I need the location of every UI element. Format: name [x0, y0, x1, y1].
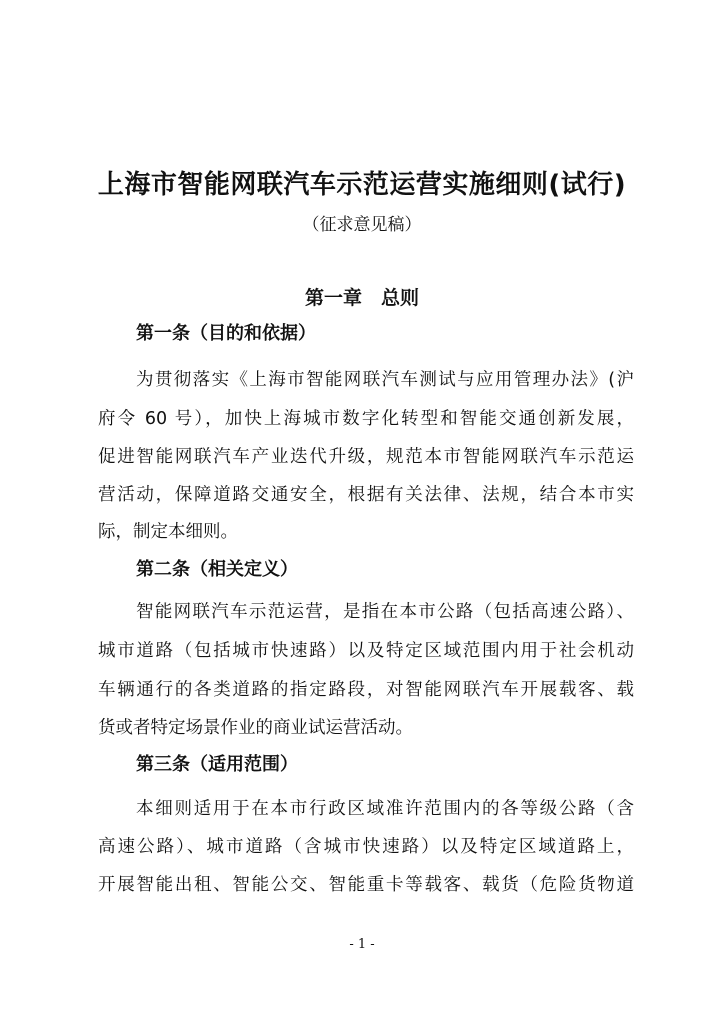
paragraph-line: 开展智能出租、智能公交、智能重卡等载客、载货（危险货物道 [98, 875, 634, 895]
article-heading: 第二条（相关定义） [136, 559, 298, 580]
document-title: 上海市智能网联汽车示范运营实施细则(试行) [97, 170, 627, 200]
paragraph-line: 促进智能网联汽车产业迭代升级，规范本市智能网联汽车示范运 [98, 447, 634, 467]
paragraph-line: 为贯彻落实《上海市智能网联汽车测试与应用管理办法》(沪 [136, 370, 634, 390]
paragraph-line: 智能网联汽车示范运营，是指在本市公路（包括高速公路）、 [136, 602, 634, 622]
article-heading: 第三条（适用范围） [136, 754, 298, 775]
paragraph-line: 府令 60 号），加快上海城市数字化转型和智能交通创新发展， [98, 409, 634, 429]
paragraph-line: 车辆通行的各类道路的指定路段，对智能网联汽车开展载客、载 [98, 680, 634, 700]
paragraph-line: 本细则适用于在本市行政区域准许范围内的各等级公路（含 [136, 799, 634, 819]
article-heading: 第一条（目的和依据） [136, 323, 316, 344]
document-subtitle: （征求意见稿） [302, 215, 422, 235]
paragraph-line: 城市道路（包括城市快速路）以及特定区域范围内用于社会机动 [98, 641, 634, 661]
paragraph-line: 际，制定本细则。 [98, 522, 238, 542]
paragraph-line: 高速公路）、城市道路（含城市快速路）以及特定区域道路上， [98, 837, 634, 857]
chapter-heading: 第一章 总则 [304, 287, 419, 309]
paragraph-line: 营活动，保障道路交通安全，根据有关法律、法规，结合本市实 [98, 485, 634, 505]
page-number: - 1 - [349, 937, 375, 952]
paragraph-line: 货或者特定场景作业的商业试运营活动。 [98, 718, 413, 738]
